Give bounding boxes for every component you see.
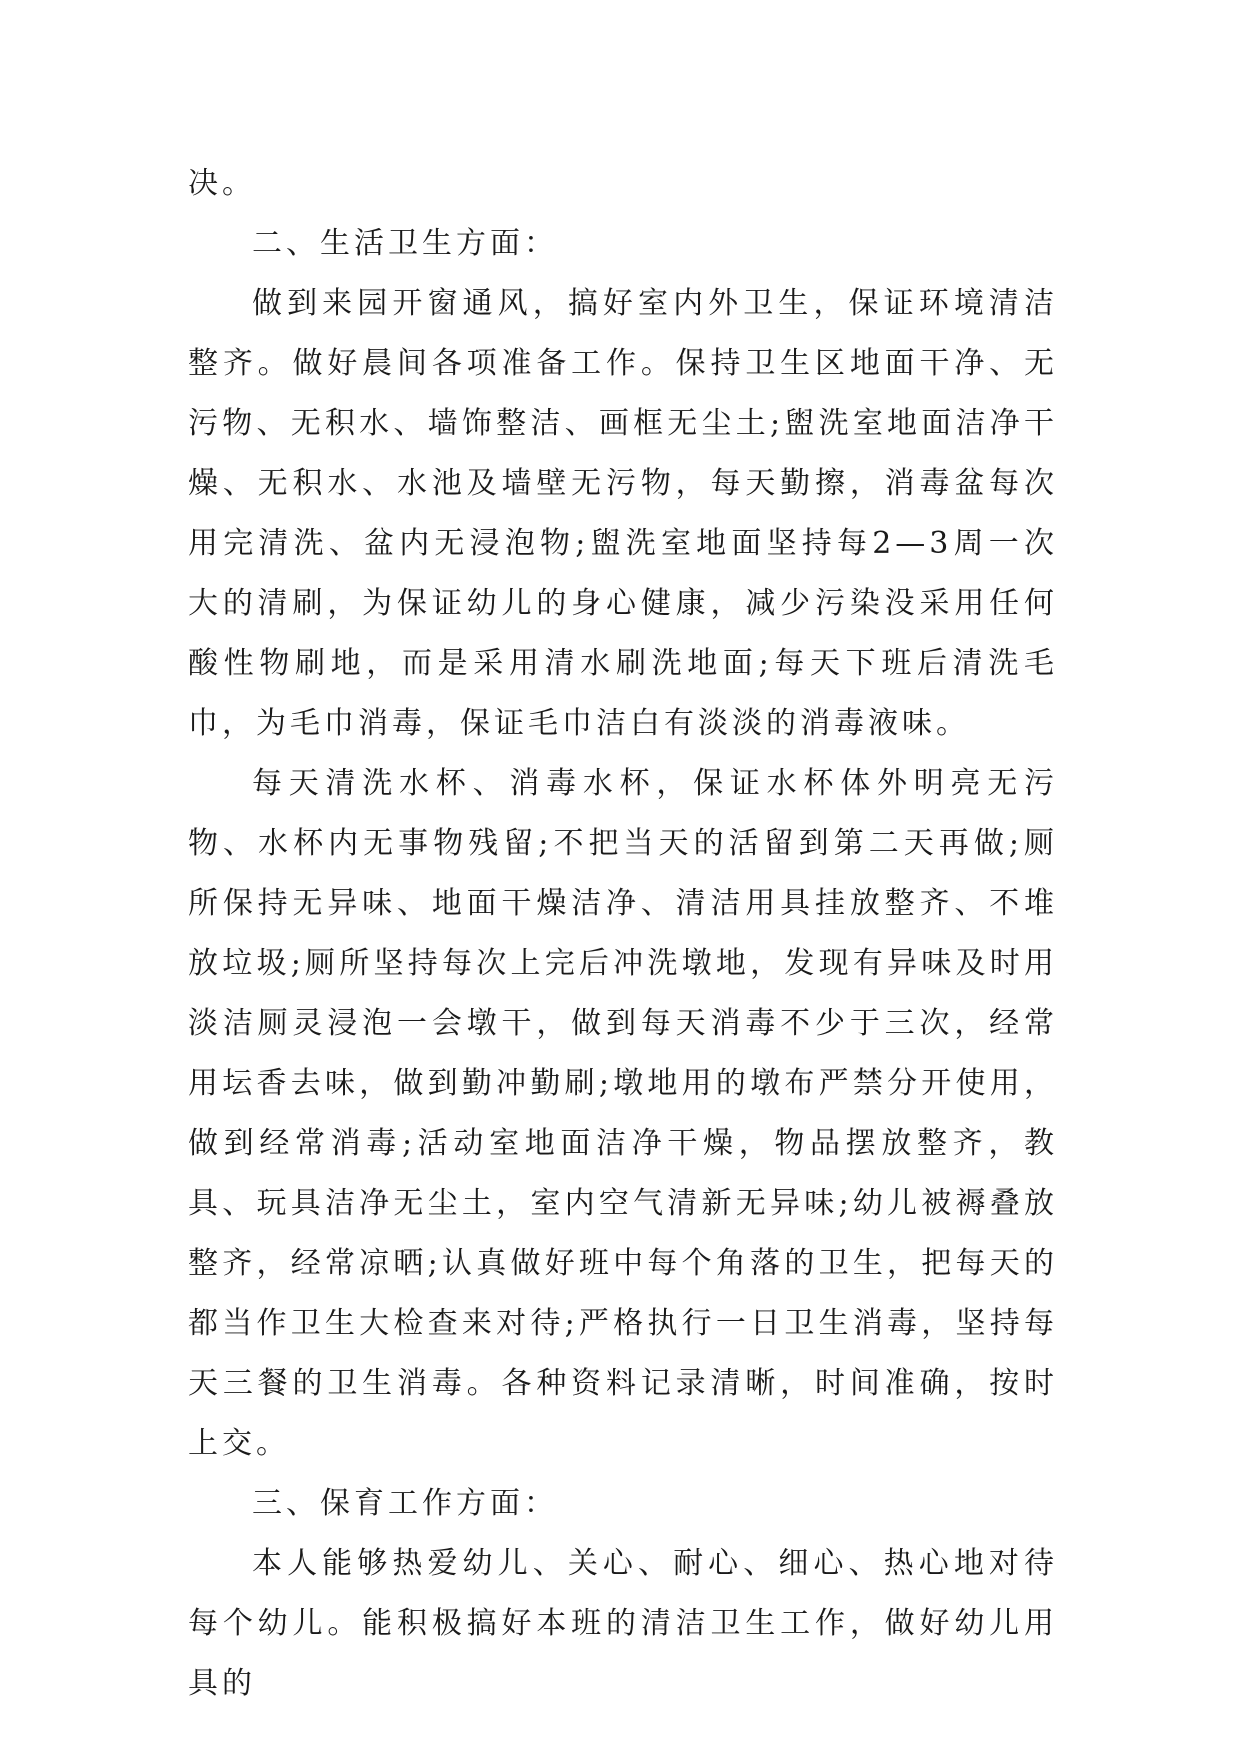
paragraph-daily-disinfection: 每天清洗水杯、消毒水杯，保证水杯体外明亮无污物、水杯内无事物残留;不把当天的活留到第二天再做;厕所保持无异味、地面干燥洁净、清洁用具挂放整齐、不堆放垃圾;厕所坚持每次上完后冲洗墩地，发现有异味及时用淡洁厕灵浸泡一会墩干，做到每天消毒不少于三次，经常用坛香去味，做到勤冲勤刷;墩地用的墩布严禁分开使用，做到经常消毒;活动室地面洁净干燥，物品摆放整齐，教具、玩具洁净无尘土，室内空气清新无异味;幼儿被褥叠放整齐，经常凉晒;认真做好班中每个角落的卫生，把每天的都当作卫生大检查来对待;严格执行一日卫生消毒，坚持每天三餐的卫生消毒。各种资料记录清晰，时间准确，按时上交。 (188, 766, 1058, 1461)
section-heading-hygiene: 二、生活卫生方面： (252, 226, 558, 261)
paragraph-continuation: 决。 (188, 166, 256, 201)
paragraph-childcare-work: 本人能够热爱幼儿、关心、耐心、细心、热心地对待每个幼儿。能积极搞好本班的清洁卫生工作，做好幼儿用具的 (188, 1546, 1058, 1701)
paragraph-environment-cleaning: 做到来园开窗通风，搞好室内外卫生，保证环境清洁整齐。做好晨间各项准备工作。保持卫生区地面干净、无污物、无积水、墙饰整洁、画框无尘土;盥洗室地面洁净干燥、无积水、水池及墙壁无污物，每天勤擦，消毒盆每次用完清洗、盆内无浸泡物;盥洗室地面坚持每2—3周一次大的清刷，为保证幼儿的身心健康，减少污染没采用任何酸性物刷地，而是采用清水刷洗地面;每天下班后清洗毛巾，为毛巾消毒，保证毛巾洁白有淡淡的消毒液味。 (188, 286, 1058, 741)
document-body (188, 154, 1058, 1714)
section-heading-childcare: 三、保育工作方面： (252, 1486, 558, 1521)
